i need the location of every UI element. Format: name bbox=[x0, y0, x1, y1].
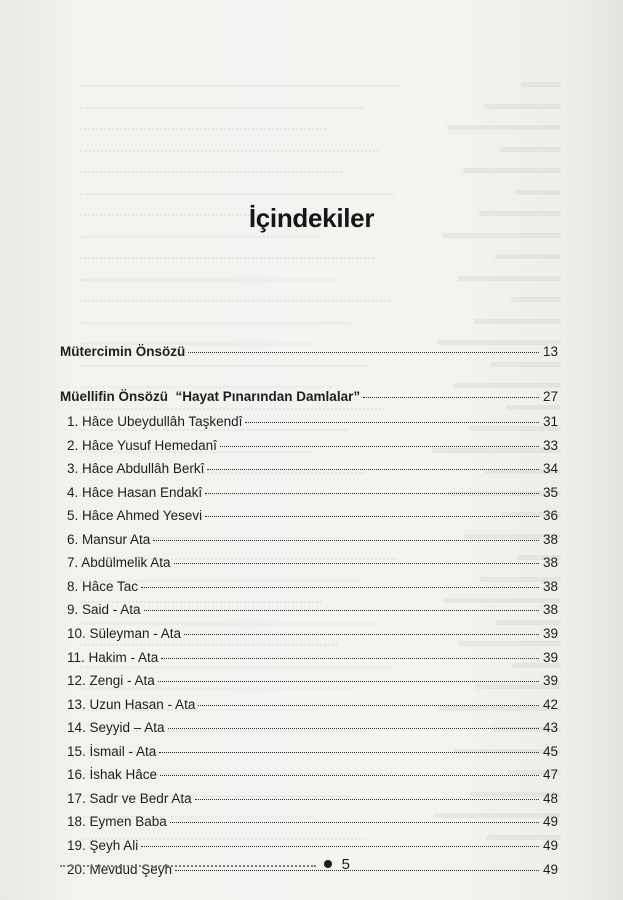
ghost-dot-leader bbox=[80, 644, 338, 646]
ghost-dot-leader bbox=[80, 408, 385, 410]
toc-entry-label: 19. Şeyh Ali bbox=[67, 837, 139, 853]
toc-entry-page: 49 bbox=[542, 837, 558, 853]
toc-author-preface-row[interactable] bbox=[60, 387, 558, 407]
toc-entry-row[interactable] bbox=[60, 412, 558, 432]
dot-leader bbox=[363, 397, 539, 398]
toc-entry-page: 38 bbox=[542, 578, 558, 594]
dot-leader bbox=[168, 728, 539, 729]
dot-leader bbox=[153, 540, 539, 541]
ghost-line bbox=[463, 168, 561, 173]
toc-entry-label: 9. Said - Ata bbox=[67, 602, 141, 618]
toc-entry-label: 15. İsmail - Ata bbox=[67, 743, 157, 759]
ghost-dot-leader bbox=[80, 257, 374, 259]
dot-leader bbox=[198, 705, 539, 706]
dot-leader bbox=[245, 422, 539, 423]
ghost-line bbox=[500, 147, 561, 152]
toc-entry-row[interactable] bbox=[60, 624, 558, 644]
ghost-line bbox=[511, 297, 561, 302]
toc-entry-page: 38 bbox=[542, 555, 558, 571]
toc-entry-row[interactable] bbox=[60, 553, 558, 573]
dot-leader bbox=[161, 658, 539, 659]
toc-entry-page: 38 bbox=[542, 531, 558, 547]
toc-entry-page: 39 bbox=[542, 649, 558, 665]
toc-entry-label: 5. Hâce Ahmed Yesevi bbox=[67, 508, 203, 524]
toc-entry-row[interactable] bbox=[60, 648, 558, 668]
toc-entry-label: 14. Seyyid – Ata bbox=[67, 720, 165, 736]
dot-leader bbox=[158, 681, 539, 682]
dot-leader bbox=[159, 752, 539, 753]
toc-preface-row[interactable] bbox=[60, 342, 558, 362]
dot-leader bbox=[141, 846, 539, 847]
dot-leader bbox=[207, 469, 539, 470]
ghost-dot-leader bbox=[80, 128, 326, 130]
ghost-line bbox=[474, 319, 561, 324]
toc-entry-row[interactable] bbox=[60, 765, 558, 785]
toc-entry-row[interactable] bbox=[60, 506, 558, 526]
toc-entry-page: 42 bbox=[542, 696, 558, 712]
toc-entry-page: 38 bbox=[542, 602, 558, 618]
dot-leader bbox=[184, 634, 539, 635]
ghost-dot-leader bbox=[80, 150, 379, 152]
dot-leader bbox=[144, 610, 539, 611]
ghost-dot-leader bbox=[80, 85, 400, 87]
ghost-dot-leader bbox=[80, 193, 395, 195]
ghost-dot-leader bbox=[80, 236, 321, 238]
toc-entry-row[interactable] bbox=[60, 718, 558, 738]
toc-entry-label: 10. Süleyman - Ata bbox=[67, 626, 182, 641]
dot-leader bbox=[170, 822, 539, 823]
toc-entry-row[interactable] bbox=[60, 436, 558, 456]
toc-entry-label: 6. Mansur Ata bbox=[67, 531, 151, 547]
ghost-dot-leader bbox=[80, 279, 337, 281]
toc-entry-page: 34 bbox=[542, 461, 558, 477]
toc-entry-label: 18. Eymen Baba bbox=[67, 814, 167, 830]
toc-entry-row[interactable] bbox=[60, 836, 558, 856]
toc-entry-page: 49 bbox=[542, 861, 558, 877]
ghost-line bbox=[490, 362, 561, 367]
ghost-line bbox=[458, 276, 561, 281]
toc-entry-row[interactable] bbox=[60, 600, 558, 620]
toc-preface-label: Mütercimin Önsözü bbox=[60, 344, 186, 359]
dot-leader bbox=[160, 775, 539, 776]
page-footer bbox=[60, 854, 350, 874]
dot-leader bbox=[205, 493, 539, 494]
dot-leader bbox=[188, 352, 539, 353]
toc-author-preface-subtitle: “Hayat Pınarından Damlalar” bbox=[175, 389, 361, 404]
toc-entry-page: 39 bbox=[542, 673, 558, 688]
footer-dot-rule bbox=[60, 865, 316, 867]
toc-entry-row[interactable] bbox=[60, 577, 558, 597]
toc-entry-row[interactable] bbox=[60, 812, 558, 832]
toc-entry-label: 2. Hâce Yusuf Hemedanî bbox=[67, 437, 217, 453]
toc-entry-row[interactable] bbox=[60, 671, 558, 691]
toc-entry-page: 36 bbox=[542, 508, 558, 524]
ghost-dot-leader bbox=[80, 365, 369, 367]
ghost-dot-leader bbox=[80, 107, 363, 109]
toc-entry-label: 8. Hâce Tac bbox=[67, 578, 139, 594]
toc-entry-label: 17. Sadr ve Bedr Ata bbox=[67, 790, 192, 806]
ghost-line bbox=[516, 190, 561, 195]
toc-entry-page: 35 bbox=[542, 484, 558, 500]
toc-entry-row[interactable] bbox=[60, 742, 558, 762]
ghost-line bbox=[495, 254, 561, 259]
toc-entry-page: 31 bbox=[542, 414, 558, 429]
toc-entry-row[interactable] bbox=[60, 483, 558, 503]
dot-leader bbox=[174, 563, 539, 564]
toc-entry-label: 16. İshak Hâce bbox=[67, 767, 158, 783]
dot-leader bbox=[195, 799, 539, 800]
toc-entry-page: 47 bbox=[542, 767, 558, 783]
toc-entry-row[interactable] bbox=[60, 695, 558, 715]
ghost-dot-leader bbox=[80, 171, 342, 173]
toc-entry-row[interactable] bbox=[60, 789, 558, 809]
ghost-line bbox=[447, 125, 561, 130]
toc-entry-label: 20. Mevdud Şeyh bbox=[67, 861, 173, 877]
page-title: İçindekiler bbox=[248, 203, 375, 234]
toc-entry-page: 33 bbox=[542, 437, 558, 453]
toc-author-preface-label: Müellifin Önsözü bbox=[60, 389, 168, 404]
toc-entry-page: 45 bbox=[542, 743, 558, 759]
dot-leader bbox=[205, 516, 539, 517]
toc-entry-label: 3. Hâce Abdullâh Berkî bbox=[67, 461, 205, 477]
toc-entry-row[interactable] bbox=[60, 530, 558, 550]
toc-entry-label: 1. Hâce Ubeydullâh Taşkendî bbox=[67, 414, 243, 429]
toc-entry-page: 48 bbox=[542, 790, 558, 806]
toc-entry-page: 43 bbox=[542, 720, 558, 736]
toc-author-preface-page: 27 bbox=[542, 389, 558, 404]
ghost-line bbox=[484, 104, 561, 109]
dot-leader bbox=[220, 446, 539, 447]
toc-entry-label: 13. Uzun Hasan - Ata bbox=[67, 696, 196, 712]
toc-entry-label: 7. Abdülmelik Ata bbox=[67, 555, 171, 571]
ghost-line bbox=[521, 82, 561, 87]
ghost-dot-leader bbox=[80, 322, 353, 324]
footer-bullet-icon bbox=[324, 860, 332, 868]
toc-entry-label: 11. Hakim - Ata bbox=[67, 649, 159, 665]
toc-preface-page: 13 bbox=[542, 344, 558, 359]
ghost-dot-leader bbox=[80, 300, 390, 302]
toc-entry-page: 49 bbox=[542, 814, 558, 830]
toc-entry-page: 39 bbox=[542, 626, 558, 641]
toc-entry-label: 4. Hâce Hasan Endakî bbox=[67, 484, 203, 500]
page-number: 5 bbox=[341, 855, 350, 873]
dot-leader bbox=[141, 587, 539, 588]
toc-entry-row[interactable] bbox=[60, 459, 558, 479]
toc-entry-label: 12. Zengi - Ata bbox=[67, 673, 155, 688]
